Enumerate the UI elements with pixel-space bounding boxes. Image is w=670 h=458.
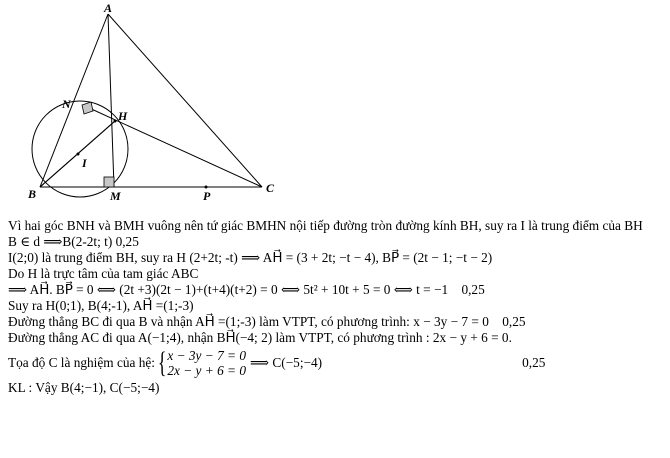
solution-line: KL : Vậy B(4;−1), C(−5;−4) [8,380,160,395]
label-p: P [203,189,211,200]
label-b: B [28,187,37,200]
system-result: ⟹ C(−5;−4) [250,355,323,370]
geometry-figure [0,0,670,200]
right-angle-m [104,177,114,187]
solution-line: Do H là trực tâm của tam giác ABC [8,266,199,281]
system-intro: Tọa độ C là nghiệm của hệ: [8,355,155,370]
label-i: I [82,156,87,170]
solution-line: I(2;0) là trung điểm BH, suy ra H (2+2t; -t) ⟹ AH⃗ = (3 + 2t; −t − 4), BP⃗ = (2t − 1; −t − 2) [8,250,493,265]
segment-ab [40,14,108,187]
segment-am [108,14,114,187]
solution-line: Suy ra H(0;1), B(4;-1), AH⃗ =(1;-3) [8,298,194,313]
score-value: 0,25 [502,314,526,329]
solution-line: B ∈ d ⟹B(2-2t; t) 0,25 [8,234,139,249]
score-value: 0,25 [522,355,546,370]
label-n: N [62,97,71,111]
solution-text [8,218,664,396]
label-m: M [110,189,121,200]
solution-line: Đường thẳng AC đi qua A(−1;4), nhận BH⃗(−4; 2) làm VTPT, có phương trình : 2x − y + 6 = 0. [8,330,512,345]
solution-line [8,346,664,380]
equation-text: ⟹ AH⃗. BP⃗ = 0 ⟺ (2t +3)(2t − 1)+(t+4)(t+2) = 0 ⟺ 5t² + 10t + 5 = 0 ⟺ t = −1 [8,282,449,297]
segment-ac [108,14,262,187]
system-row: x − 3y − 7 = 0 [167,348,246,363]
point-h [114,120,117,123]
label-h: H [118,109,128,123]
solution-line [8,282,664,298]
solution-line: Vì hai góc BNH và BMH vuông nên tứ giác BMHN nội tiếp đường tròn đường kính BH, suy ra I là trung điểm của BH [8,218,643,233]
point-i [77,153,80,156]
equation-text: Đường thẳng BC đi qua B và nhận AH⃗ =(1;-3) làm VTPT, có phương trình: x − 3y − 7 = 0 [8,314,489,329]
equation-system [155,348,246,378]
label-a: A [104,1,113,15]
system-row: 2x − y + 6 = 0 [167,363,246,378]
brace-glyph: { [157,346,167,379]
label-c: C [266,181,275,195]
right-angle-n [82,102,93,114]
solution-line [8,314,664,330]
score-value: 0,25 [461,282,485,297]
